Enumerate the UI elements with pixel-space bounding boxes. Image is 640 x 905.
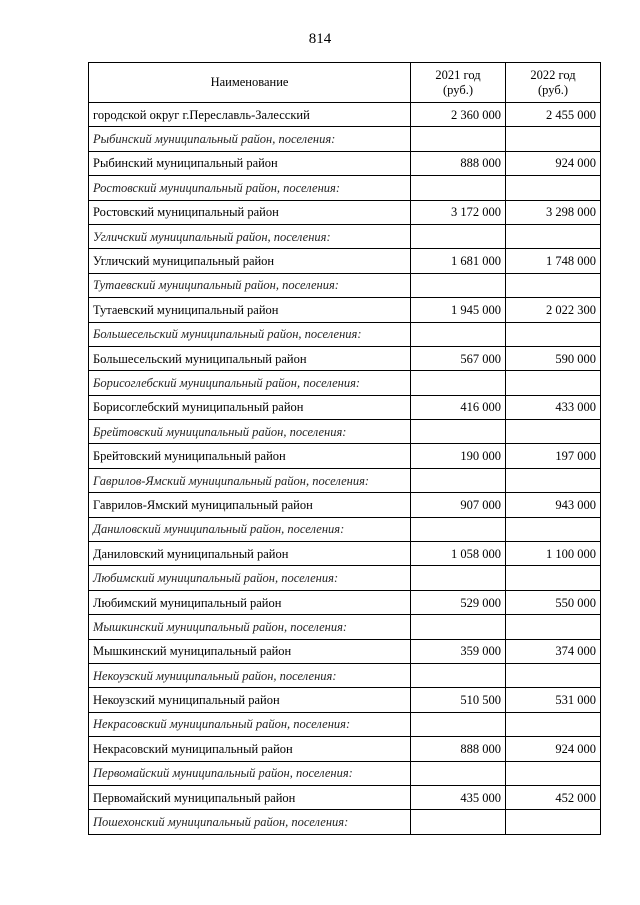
table-row-section <box>89 761 601 785</box>
cell-2022 <box>506 566 601 590</box>
cell-2021 <box>411 566 506 590</box>
cell-2022: 433 000 <box>506 395 601 419</box>
cell-2021: 888 000 <box>411 737 506 761</box>
cell-2021: 416 000 <box>411 395 506 419</box>
page-number: 814 <box>308 31 332 47</box>
cell-2022 <box>506 322 601 346</box>
cell-2021 <box>411 176 506 200</box>
cell-name: Даниловский муниципальный район, поселения: <box>89 517 411 541</box>
table-body <box>89 103 601 835</box>
cell-2022 <box>506 517 601 541</box>
table-row-section <box>89 468 601 492</box>
table-row <box>89 444 601 468</box>
cell-2021 <box>411 615 506 639</box>
table-row-section <box>89 810 601 834</box>
table-row-section <box>89 712 601 736</box>
cell-2022: 531 000 <box>506 688 601 712</box>
cell-name: Гаврилов-Ямский муниципальный район <box>89 493 411 517</box>
cell-2022 <box>506 712 601 736</box>
table-row <box>89 688 601 712</box>
cell-2021 <box>411 810 506 834</box>
cell-2022: 924 000 <box>506 737 601 761</box>
table-row <box>89 639 601 663</box>
cell-2021 <box>411 322 506 346</box>
table-row <box>89 249 601 273</box>
cell-name: Брейтовский муниципальный район, поселения: <box>89 420 411 444</box>
cell-name: Тутаевский муниципальный район <box>89 298 411 322</box>
table-row-section <box>89 566 601 590</box>
cell-name: Любимский муниципальный район <box>89 590 411 614</box>
cell-2022: 590 000 <box>506 346 601 370</box>
cell-2021 <box>411 517 506 541</box>
table-row <box>89 298 601 322</box>
cell-name: городской округ г.Переславль-Залесский <box>89 103 411 127</box>
cell-2022: 1 100 000 <box>506 542 601 566</box>
cell-2022 <box>506 663 601 687</box>
cell-2022 <box>506 810 601 834</box>
table-row-section <box>89 322 601 346</box>
cell-name: Большесельский муниципальный район <box>89 346 411 370</box>
table-row-section <box>89 371 601 395</box>
cell-2021 <box>411 663 506 687</box>
cell-2022 <box>506 273 601 297</box>
cell-2022 <box>506 224 601 248</box>
cell-2021 <box>411 224 506 248</box>
cell-2022: 2 455 000 <box>506 103 601 127</box>
cell-name: Угличский муниципальный район, поселения: <box>89 224 411 248</box>
cell-name: Даниловский муниципальный район <box>89 542 411 566</box>
cell-name: Пошехонский муниципальный район, поселения: <box>89 810 411 834</box>
cell-2021 <box>411 468 506 492</box>
cell-name: Гаврилов-Ямский муниципальный район, поселения: <box>89 468 411 492</box>
cell-name: Некоузский муниципальный район <box>89 688 411 712</box>
cell-2022: 1 748 000 <box>506 249 601 273</box>
cell-name: Мышкинский муниципальный район <box>89 639 411 663</box>
cell-2022: 2 022 300 <box>506 298 601 322</box>
cell-2021: 1 945 000 <box>411 298 506 322</box>
cell-2021: 1 058 000 <box>411 542 506 566</box>
cell-2021: 907 000 <box>411 493 506 517</box>
cell-name: Первомайский муниципальный район <box>89 785 411 809</box>
cell-2022: 197 000 <box>506 444 601 468</box>
cell-name: Большесельский муниципальный район, поселения: <box>89 322 411 346</box>
cell-name: Борисоглебский муниципальный район, поселения: <box>89 371 411 395</box>
table-row-section <box>89 273 601 297</box>
header-year-2021: 2021 год (руб.) <box>411 63 506 103</box>
table-row <box>89 493 601 517</box>
table-row <box>89 151 601 175</box>
table-row <box>89 785 601 809</box>
table-row <box>89 737 601 761</box>
cell-2022: 924 000 <box>506 151 601 175</box>
cell-2021: 3 172 000 <box>411 200 506 224</box>
cell-name: Некрасовский муниципальный район, поселения: <box>89 712 411 736</box>
table-row-section <box>89 615 601 639</box>
cell-2022: 452 000 <box>506 785 601 809</box>
cell-2022: 374 000 <box>506 639 601 663</box>
cell-2022 <box>506 176 601 200</box>
table-row <box>89 103 601 127</box>
cell-2021: 567 000 <box>411 346 506 370</box>
cell-2022 <box>506 761 601 785</box>
budget-table <box>88 62 601 835</box>
table-header-row <box>89 63 601 103</box>
table-row <box>89 590 601 614</box>
cell-2021 <box>411 420 506 444</box>
cell-name: Ростовский муниципальный район, поселения: <box>89 176 411 200</box>
cell-name: Любимский муниципальный район, поселения: <box>89 566 411 590</box>
cell-name: Брейтовский муниципальный район <box>89 444 411 468</box>
cell-2021 <box>411 712 506 736</box>
cell-2022: 550 000 <box>506 590 601 614</box>
cell-2021: 2 360 000 <box>411 103 506 127</box>
table-row <box>89 346 601 370</box>
cell-2021: 435 000 <box>411 785 506 809</box>
table-row <box>89 395 601 419</box>
cell-2021: 529 000 <box>411 590 506 614</box>
cell-2021: 190 000 <box>411 444 506 468</box>
cell-2021 <box>411 761 506 785</box>
cell-name: Ростовский муниципальный район <box>89 200 411 224</box>
cell-2021 <box>411 273 506 297</box>
cell-2022 <box>506 615 601 639</box>
cell-name: Некоузский муниципальный район, поселения: <box>89 663 411 687</box>
table-row-section <box>89 176 601 200</box>
cell-name: Тутаевский муниципальный район, поселения: <box>89 273 411 297</box>
cell-2022 <box>506 371 601 395</box>
table-row-section <box>89 663 601 687</box>
cell-2021 <box>411 127 506 151</box>
cell-2022 <box>506 127 601 151</box>
header-year-2022: 2022 год (руб.) <box>506 63 601 103</box>
cell-2021 <box>411 371 506 395</box>
cell-name: Некрасовский муниципальный район <box>89 737 411 761</box>
cell-name: Мышкинский муниципальный район, поселения: <box>89 615 411 639</box>
cell-name: Рыбинский муниципальный район <box>89 151 411 175</box>
table-row-section <box>89 127 601 151</box>
cell-2022: 943 000 <box>506 493 601 517</box>
cell-name: Угличский муниципальный район <box>89 249 411 273</box>
table-row-section <box>89 420 601 444</box>
cell-2021: 1 681 000 <box>411 249 506 273</box>
header-name: Наименование <box>89 63 411 103</box>
cell-2022 <box>506 468 601 492</box>
table-row-section <box>89 517 601 541</box>
table-row <box>89 200 601 224</box>
cell-2021: 359 000 <box>411 639 506 663</box>
cell-2021: 888 000 <box>411 151 506 175</box>
cell-2022 <box>506 420 601 444</box>
cell-2022: 3 298 000 <box>506 200 601 224</box>
cell-name: Рыбинский муниципальный район, поселения: <box>89 127 411 151</box>
cell-2021: 510 500 <box>411 688 506 712</box>
table-row <box>89 542 601 566</box>
table-row-section <box>89 224 601 248</box>
cell-name: Борисоглебский муниципальный район <box>89 395 411 419</box>
cell-name: Первомайский муниципальный район, поселения: <box>89 761 411 785</box>
